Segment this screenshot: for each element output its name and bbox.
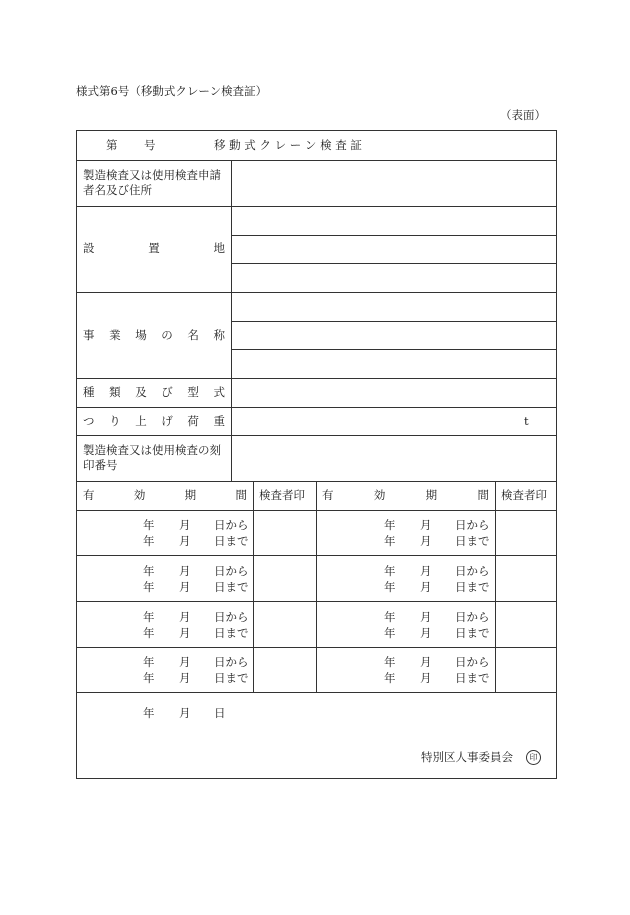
column-divider: [253, 481, 254, 692]
load-char: 上: [135, 414, 147, 428]
validity-from-day: 日から: [214, 610, 249, 624]
number-label-go: 号: [144, 138, 156, 152]
row-divider: [231, 235, 556, 236]
business-name-label: [83, 330, 225, 342]
number-label-dai: 第: [106, 138, 118, 152]
type-char: 式: [213, 385, 225, 399]
validity-period-header-left: [83, 490, 247, 502]
validity-from-month: 月: [179, 518, 191, 532]
validity-to-day: 日まで: [455, 534, 490, 548]
load-char: つ: [83, 414, 95, 428]
inspector-seal-header-right: 検査者印: [501, 488, 547, 502]
period-char: 期: [184, 488, 197, 502]
validity-from-month: 月: [420, 610, 432, 624]
row-divider: [231, 349, 556, 350]
load-char: り: [109, 414, 121, 428]
row-divider: [231, 321, 556, 322]
business-name-char: の: [161, 328, 173, 342]
validity-from-month: 月: [420, 655, 432, 669]
location-char: 置: [148, 241, 160, 255]
period-char: 間: [477, 488, 489, 502]
validity-to-year: 年: [384, 671, 396, 685]
validity-from-month: 月: [420, 518, 432, 532]
business-name-char: 名: [187, 328, 199, 342]
load-char: 荷: [187, 414, 199, 428]
validity-to-year: 年: [143, 534, 155, 548]
business-name-char: 場: [135, 328, 147, 342]
validity-from-day: 日から: [455, 655, 490, 669]
row-divider: [77, 206, 556, 207]
type-label: [83, 387, 225, 399]
load-char: 重: [213, 414, 225, 428]
inspection-certificate-form: [76, 130, 557, 779]
business-name-char: 事: [83, 328, 95, 342]
location-char: 地: [213, 241, 225, 255]
validity-from-day: 日から: [214, 518, 249, 532]
column-divider: [231, 160, 232, 481]
row-divider: [77, 292, 556, 293]
validity-from-year: 年: [143, 610, 155, 624]
column-divider: [495, 481, 496, 692]
period-char: 効: [133, 488, 146, 502]
inspector-seal-header-left: 検査者印: [259, 488, 305, 502]
validity-from-day: 日から: [214, 655, 249, 669]
issue-date-year: 年: [143, 706, 155, 720]
applicant-label: 製造検査又は使用検査申請者名及び住所: [83, 168, 221, 197]
side-note: （表面）: [500, 108, 546, 122]
validity-to-year: 年: [143, 580, 155, 594]
issue-date-day: 日: [214, 706, 226, 720]
location-label: [83, 243, 225, 255]
validity-period-header-right: [322, 490, 489, 502]
type-char: 種: [83, 385, 95, 399]
validity-from-year: 年: [384, 564, 396, 578]
form-number: 様式第6号（移動式クレーン検査証）: [76, 84, 268, 98]
row-divider: [77, 692, 556, 693]
validity-to-month: 月: [179, 580, 191, 594]
type-char: 及: [135, 385, 147, 399]
official-seal-icon: 印: [526, 750, 541, 765]
validity-to-day: 日まで: [455, 671, 490, 685]
load-unit: t: [524, 414, 529, 428]
period-char: 期: [425, 488, 438, 502]
validity-to-day: 日まで: [214, 626, 249, 640]
row-divider: [77, 378, 556, 379]
validity-from-year: 年: [384, 655, 396, 669]
validity-to-day: 日まで: [214, 580, 249, 594]
validity-from-month: 月: [179, 655, 191, 669]
validity-from-year: 年: [384, 610, 396, 624]
validity-to-day: 日まで: [455, 580, 490, 594]
validity-to-year: 年: [384, 626, 396, 640]
issuer-name: 特別区人事委員会: [421, 750, 513, 764]
validity-to-month: 月: [179, 626, 191, 640]
business-name-char: 業: [109, 328, 121, 342]
row-divider: [77, 435, 556, 436]
validity-from-day: 日から: [455, 610, 490, 624]
validity-from-day: 日から: [455, 564, 490, 578]
validity-from-month: 月: [420, 564, 432, 578]
validity-from-year: 年: [143, 518, 155, 532]
type-char: び: [161, 385, 173, 399]
load-char: げ: [161, 414, 173, 428]
location-char: 設: [83, 241, 95, 255]
period-char: 間: [235, 488, 247, 502]
validity-to-month: 月: [420, 671, 432, 685]
row-divider: [77, 407, 556, 408]
period-char: 効: [373, 488, 386, 502]
type-char: 類: [109, 385, 121, 399]
validity-to-month: 月: [179, 534, 191, 548]
validity-to-day: 日まで: [214, 671, 249, 685]
validity-to-day: 日まで: [455, 626, 490, 640]
row-divider: [77, 160, 556, 161]
validity-to-month: 月: [179, 671, 191, 685]
validity-from-month: 月: [179, 610, 191, 624]
period-char: 有: [322, 488, 334, 502]
validity-to-year: 年: [143, 626, 155, 640]
validity-to-month: 月: [420, 580, 432, 594]
validity-from-year: 年: [143, 655, 155, 669]
certificate-title: 移 動 式 ク レ ー ン 検 査 証: [214, 138, 362, 152]
column-divider: [316, 481, 317, 692]
validity-from-month: 月: [179, 564, 191, 578]
validity-to-month: 月: [420, 534, 432, 548]
row-divider: [231, 263, 556, 264]
validity-from-day: 日から: [214, 564, 249, 578]
business-name-char: 称: [213, 328, 225, 342]
period-char: 有: [83, 488, 95, 502]
validity-from-day: 日から: [455, 518, 490, 532]
validity-to-month: 月: [420, 626, 432, 640]
validity-to-day: 日まで: [214, 534, 249, 548]
type-char: 型: [187, 385, 199, 399]
validity-to-year: 年: [143, 671, 155, 685]
load-label: [83, 416, 225, 428]
issue-date-month: 月: [179, 706, 191, 720]
validity-from-year: 年: [143, 564, 155, 578]
validity-from-year: 年: [384, 518, 396, 532]
stamp-number-label: 製造検査又は使用検査の刻印番号: [83, 443, 221, 472]
validity-to-year: 年: [384, 534, 396, 548]
validity-to-year: 年: [384, 580, 396, 594]
